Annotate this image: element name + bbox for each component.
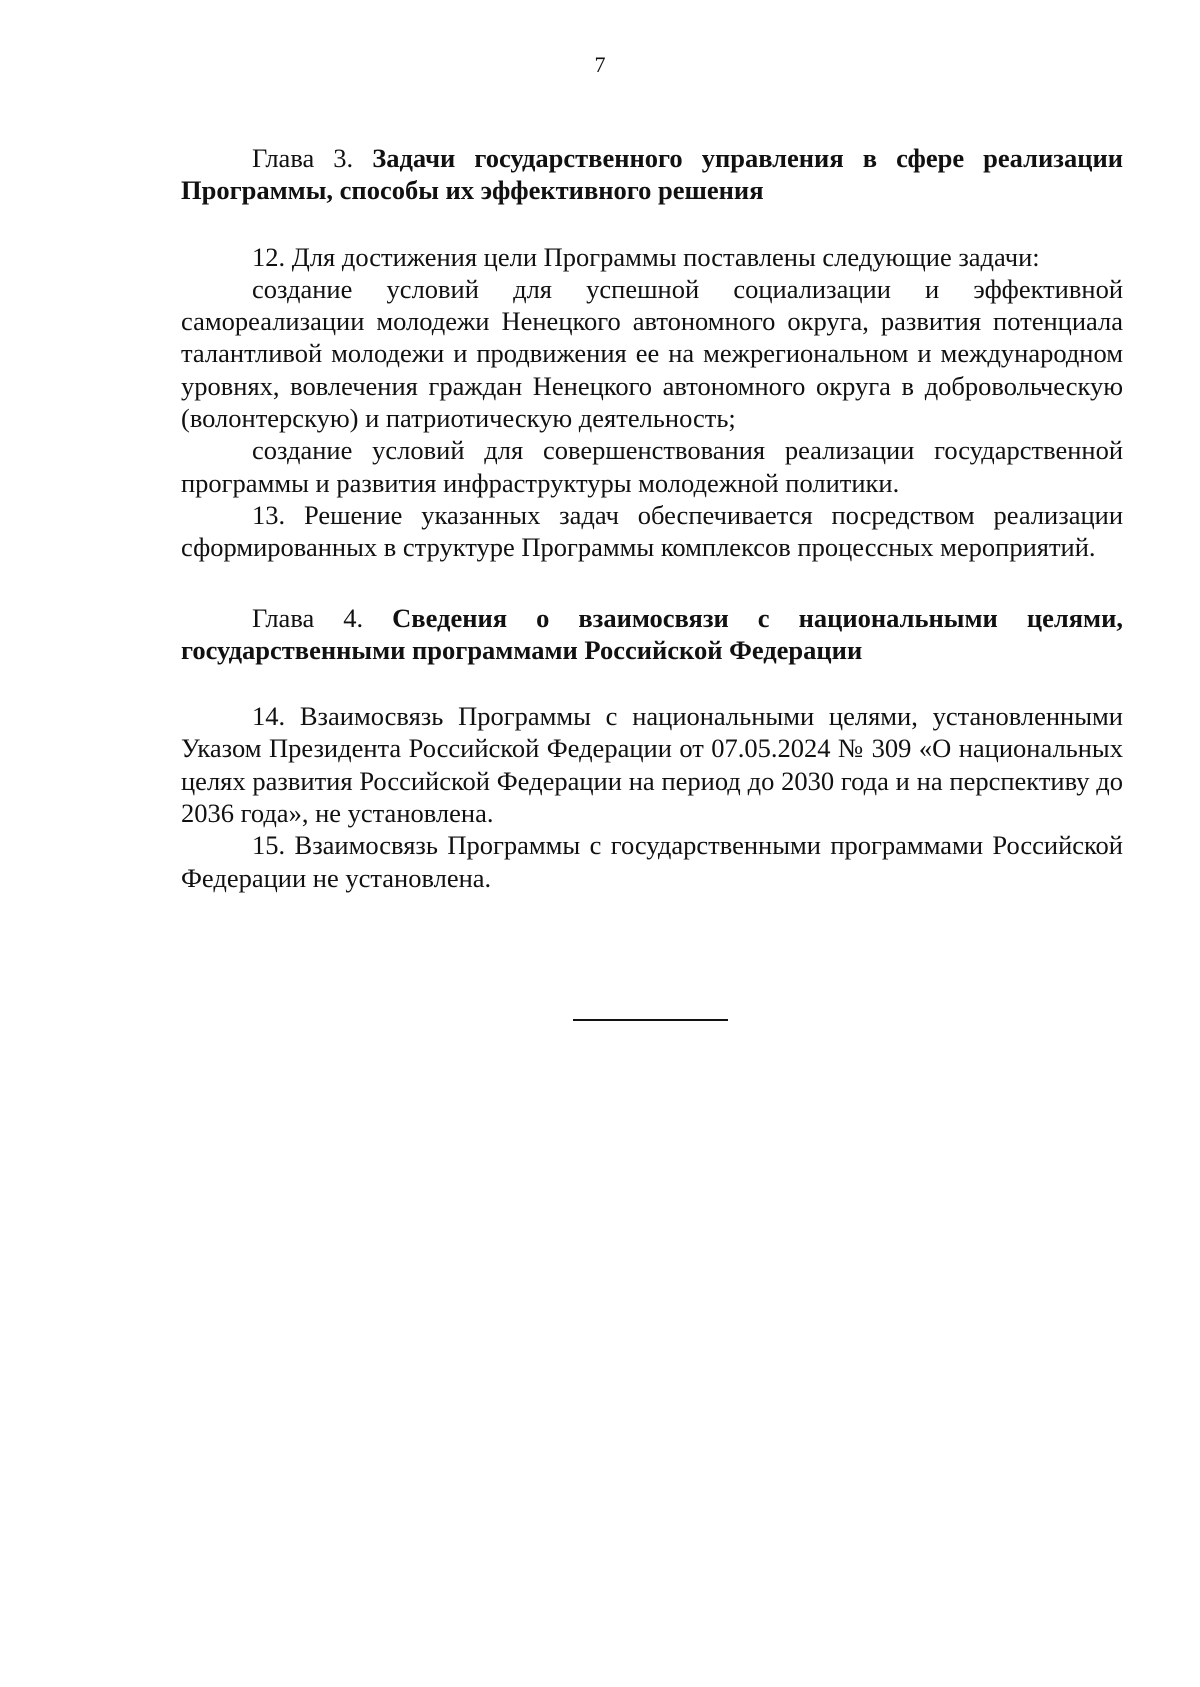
document-body — [181, 142, 1123, 894]
page-number: 7 — [594, 52, 606, 77]
chapter-4-heading — [181, 602, 1123, 667]
task-2-paragraph: создание условий для совершенствования реализации государственной программы и развития инфраструктуры молодежной политики. — [181, 435, 1123, 498]
chapter-3-title: Задачи государственного управления в сфере реализации Программы, способы их эффективного решения — [181, 143, 1123, 206]
paragraph-13: 13. Решение указанных задач обеспечивается посредством реализации сформированных в структуре Программы комплексов процессных мероприятий. — [181, 499, 1123, 563]
chapter-4-prefix: Глава 4. — [252, 602, 364, 633]
paragraph-14: 14. Взаимосвязь Программы с национальными целями, установленными Указом Президента Российской Федерации от 07.05.2024 № 309 «О национальных целях развития Российской Федерации на период до 2030 года и на перспективу до 2036 года», не установлена. — [181, 701, 1123, 829]
chapter-4-title: Сведения о взаимосвязи с национальными целями, государственными программами Российской Федерации — [181, 602, 1124, 665]
paragraph-15: 15. Взаимосвязь Программы с государственными программами Российской Федерации не установлена. — [181, 830, 1123, 893]
chapter-3-prefix: Глава 3. — [252, 143, 354, 173]
paragraph-12: 12. Для достижения цели Программы поставлены следующие задачи: — [252, 241, 1040, 272]
end-of-text-rule — [573, 1019, 728, 1021]
chapter-3-heading — [181, 142, 1123, 207]
task-1-paragraph: создание условий для успешной социализации и эффективной самореализации молодежи Ненецкого автономного округа, развития потенциала талантливой молодежи и продвижения ее на межрегиональном и международном уровнях, вовлечения граждан Ненецкого автономного округа в добровольческую (волонтерскую) и патриотическую деятельность; — [181, 273, 1123, 434]
